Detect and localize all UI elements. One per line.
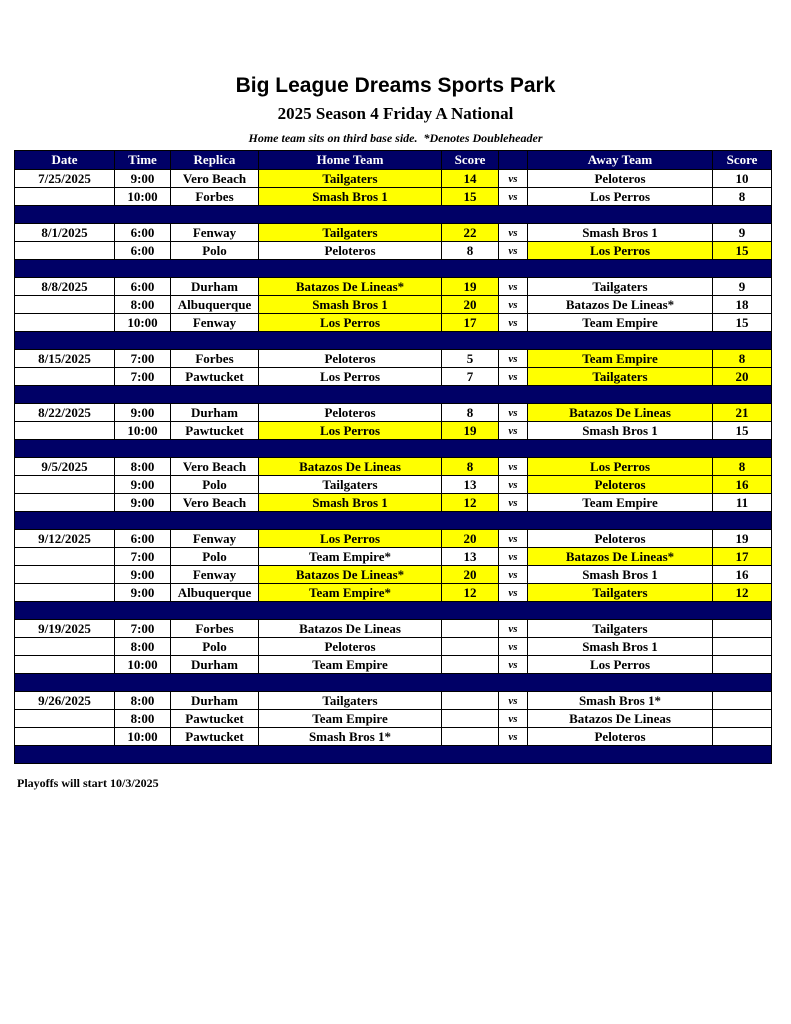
away-score [713,656,772,674]
vs-label: vs [499,476,528,494]
away-score [713,710,772,728]
away-score: 8 [713,350,772,368]
home-team: Team Empire* [259,548,442,566]
away-score [713,638,772,656]
game-date [15,296,115,314]
week-separator-bar [15,602,772,620]
away-score [713,620,772,638]
game-row [15,584,772,602]
week-separator [15,746,772,764]
game-replica: Durham [171,278,259,296]
week-separator [15,512,772,530]
game-time: 8:00 [115,458,171,476]
home-score: 8 [442,242,499,260]
game-date: 8/15/2025 [15,350,115,368]
game-row [15,278,772,296]
home-score: 8 [442,404,499,422]
game-row [15,566,772,584]
week-separator-bar [15,746,772,764]
home-team: Smash Bros 1* [259,728,442,746]
game-time: 7:00 [115,368,171,386]
vs-label: vs [499,584,528,602]
game-date [15,638,115,656]
week-separator [15,332,772,350]
week-separator-bar [15,206,772,224]
game-date: 8/8/2025 [15,278,115,296]
week-separator [15,602,772,620]
vs-label: vs [499,422,528,440]
game-replica: Fenway [171,566,259,584]
home-score: 8 [442,458,499,476]
game-replica: Pawtucket [171,422,259,440]
game-date [15,710,115,728]
home-team: Tailgaters [259,476,442,494]
game-time: 6:00 [115,224,171,242]
away-score: 16 [713,476,772,494]
game-row [15,656,772,674]
game-replica: Polo [171,242,259,260]
game-row [15,170,772,188]
game-time: 10:00 [115,314,171,332]
vs-label: vs [499,404,528,422]
game-row [15,404,772,422]
home-side-note: Home team sits on third base side. [248,131,418,145]
vs-label: vs [499,170,528,188]
game-time: 7:00 [115,548,171,566]
game-replica: Forbes [171,188,259,206]
home-team: Los Perros [259,422,442,440]
game-date: 9/5/2025 [15,458,115,476]
vs-label: vs [499,314,528,332]
away-team: Team Empire [528,314,713,332]
week-separator [15,674,772,692]
home-team: Smash Bros 1 [259,494,442,512]
home-score: 17 [442,314,499,332]
away-team: Batazos De Lineas [528,404,713,422]
game-time: 7:00 [115,620,171,638]
game-row [15,494,772,512]
game-date [15,656,115,674]
home-team: Peloteros [259,404,442,422]
game-replica: Fenway [171,224,259,242]
away-score: 21 [713,404,772,422]
vs-label: vs [499,692,528,710]
home-score: 5 [442,350,499,368]
game-replica: Pawtucket [171,710,259,728]
game-time: 6:00 [115,278,171,296]
game-time: 8:00 [115,692,171,710]
game-time: 10:00 [115,656,171,674]
away-team: Peloteros [528,476,713,494]
vs-label: vs [499,350,528,368]
game-replica: Vero Beach [171,170,259,188]
vs-label: vs [499,188,528,206]
game-time: 6:00 [115,530,171,548]
header-date: Date [15,151,115,170]
game-replica: Polo [171,638,259,656]
home-team: Tailgaters [259,692,442,710]
game-row [15,620,772,638]
game-row [15,314,772,332]
home-score: 13 [442,476,499,494]
away-team: Peloteros [528,530,713,548]
away-score: 16 [713,566,772,584]
week-separator-bar [15,386,772,404]
home-score: 19 [442,422,499,440]
home-score [442,620,499,638]
game-replica: Vero Beach [171,494,259,512]
home-team: Los Perros [259,368,442,386]
game-row [15,548,772,566]
game-date: 7/25/2025 [15,170,115,188]
home-team: Batazos De Lineas [259,620,442,638]
vs-label: vs [499,530,528,548]
game-row [15,710,772,728]
game-date [15,728,115,746]
doubleheader-note: *Denotes Doubleheader [423,131,543,145]
away-team: Peloteros [528,170,713,188]
home-score: 20 [442,530,499,548]
vs-label: vs [499,620,528,638]
away-team: Tailgaters [528,278,713,296]
home-score [442,656,499,674]
away-score [713,728,772,746]
home-team: Batazos De Lineas* [259,278,442,296]
game-time: 9:00 [115,476,171,494]
game-replica: Polo [171,476,259,494]
game-row [15,242,772,260]
game-row [15,422,772,440]
week-separator-bar [15,332,772,350]
game-replica: Forbes [171,350,259,368]
home-team: Peloteros [259,638,442,656]
game-replica: Forbes [171,620,259,638]
away-score: 12 [713,584,772,602]
schedule-body [15,170,772,764]
game-replica: Durham [171,404,259,422]
home-team: Los Perros [259,314,442,332]
schedule-table [14,150,772,764]
home-score: 20 [442,296,499,314]
away-team: Los Perros [528,242,713,260]
header-away-team: Away Team [528,151,713,170]
vs-label: vs [499,494,528,512]
game-replica: Albuquerque [171,584,259,602]
game-date: 9/12/2025 [15,530,115,548]
away-team: Batazos De Lineas [528,710,713,728]
game-row [15,188,772,206]
away-team: Team Empire [528,350,713,368]
home-team: Team Empire [259,710,442,728]
week-separator [15,206,772,224]
schedule-note [0,131,791,146]
home-score: 13 [442,548,499,566]
header-vs [499,151,528,170]
game-replica: Durham [171,692,259,710]
vs-label: vs [499,224,528,242]
away-team: Peloteros [528,728,713,746]
game-time: 9:00 [115,170,171,188]
week-separator-bar [15,512,772,530]
game-row [15,296,772,314]
away-score: 17 [713,548,772,566]
home-score: 22 [442,224,499,242]
week-separator-bar [15,674,772,692]
game-row [15,728,772,746]
away-team: Los Perros [528,188,713,206]
game-date: 8/22/2025 [15,404,115,422]
game-date [15,476,115,494]
game-time: 10:00 [115,188,171,206]
away-team: Smash Bros 1* [528,692,713,710]
game-time: 8:00 [115,296,171,314]
away-score: 8 [713,188,772,206]
vs-label: vs [499,710,528,728]
home-team: Team Empire [259,656,442,674]
week-separator-bar [15,440,772,458]
away-score [713,692,772,710]
game-time: 9:00 [115,494,171,512]
home-score: 14 [442,170,499,188]
vs-label: vs [499,566,528,584]
playoffs-note: Playoffs will start 10/3/2025 [17,776,159,790]
away-team: Smash Bros 1 [528,566,713,584]
game-date [15,494,115,512]
game-date [15,314,115,332]
home-team: Tailgaters [259,224,442,242]
game-time: 8:00 [115,638,171,656]
vs-label: vs [499,368,528,386]
header-home-team: Home Team [259,151,442,170]
game-replica: Pawtucket [171,728,259,746]
game-time: 7:00 [115,350,171,368]
game-time: 8:00 [115,710,171,728]
game-replica: Pawtucket [171,368,259,386]
week-separator [15,260,772,278]
home-score [442,710,499,728]
away-score: 9 [713,278,772,296]
home-team: Peloteros [259,242,442,260]
away-team: Batazos De Lineas* [528,296,713,314]
away-team: Los Perros [528,458,713,476]
game-time: 9:00 [115,584,171,602]
home-team: Batazos De Lineas [259,458,442,476]
home-team: Smash Bros 1 [259,188,442,206]
game-date [15,548,115,566]
away-score: 8 [713,458,772,476]
game-date [15,242,115,260]
game-time: 10:00 [115,422,171,440]
home-score: 12 [442,494,499,512]
page-subtitle: 2025 Season 4 Friday A National [277,104,514,123]
away-team: Batazos De Lineas* [528,548,713,566]
away-score: 11 [713,494,772,512]
home-team: Los Perros [259,530,442,548]
home-score: 19 [442,278,499,296]
week-separator-bar [15,260,772,278]
away-score: 15 [713,314,772,332]
game-row [15,530,772,548]
home-team: Peloteros [259,350,442,368]
vs-label: vs [499,656,528,674]
away-score: 15 [713,242,772,260]
away-team: Smash Bros 1 [528,224,713,242]
week-separator [15,386,772,404]
header-away-score: Score [713,151,772,170]
game-row [15,458,772,476]
game-time: 10:00 [115,728,171,746]
home-team: Tailgaters [259,170,442,188]
home-score [442,692,499,710]
away-team: Los Perros [528,656,713,674]
header-replica: Replica [171,151,259,170]
header-home-score: Score [442,151,499,170]
header-time: Time [115,151,171,170]
game-row [15,476,772,494]
game-row [15,224,772,242]
game-time: 6:00 [115,242,171,260]
vs-label: vs [499,278,528,296]
game-date [15,368,115,386]
vs-label: vs [499,296,528,314]
page-title: Big League Dreams Sports Park [235,74,556,97]
away-team: Tailgaters [528,584,713,602]
home-score [442,728,499,746]
away-team: Smash Bros 1 [528,638,713,656]
home-team: Smash Bros 1 [259,296,442,314]
game-row [15,692,772,710]
home-team: Team Empire* [259,584,442,602]
game-date [15,566,115,584]
game-row [15,350,772,368]
home-score: 12 [442,584,499,602]
game-time: 9:00 [115,566,171,584]
game-date: 9/19/2025 [15,620,115,638]
away-score: 15 [713,422,772,440]
away-score: 9 [713,224,772,242]
away-team: Tailgaters [528,620,713,638]
game-time: 9:00 [115,404,171,422]
away-score: 18 [713,296,772,314]
away-score: 20 [713,368,772,386]
game-replica: Vero Beach [171,458,259,476]
home-team: Batazos De Lineas* [259,566,442,584]
game-row [15,368,772,386]
vs-label: vs [499,242,528,260]
away-score: 19 [713,530,772,548]
away-team: Team Empire [528,494,713,512]
away-score: 10 [713,170,772,188]
vs-label: vs [499,638,528,656]
vs-label: vs [499,728,528,746]
vs-label: vs [499,548,528,566]
game-date [15,422,115,440]
home-score: 7 [442,368,499,386]
header-row [15,151,772,170]
home-score [442,638,499,656]
game-replica: Polo [171,548,259,566]
vs-label: vs [499,458,528,476]
game-replica: Albuquerque [171,296,259,314]
game-replica: Fenway [171,314,259,332]
game-replica: Fenway [171,530,259,548]
home-score: 20 [442,566,499,584]
game-row [15,638,772,656]
game-date [15,188,115,206]
away-team: Smash Bros 1 [528,422,713,440]
game-date: 8/1/2025 [15,224,115,242]
game-date [15,584,115,602]
game-date: 9/26/2025 [15,692,115,710]
home-score: 15 [442,188,499,206]
away-team: Tailgaters [528,368,713,386]
week-separator [15,440,772,458]
game-replica: Durham [171,656,259,674]
